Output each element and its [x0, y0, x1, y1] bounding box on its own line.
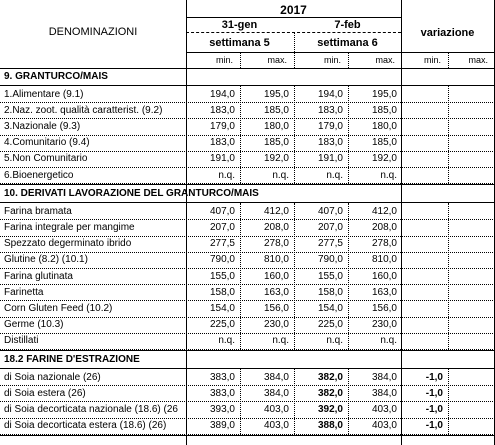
table-cell: 192,0 — [371, 153, 397, 165]
section-title: 18.2 FARINE D'ESTRAZIONE — [4, 354, 140, 365]
table-cell: 790,0 — [317, 254, 343, 266]
row-label: Spezzato degerminato ibrido — [4, 238, 132, 250]
header-denominazioni: DENOMINAZIONI — [48, 26, 138, 38]
table-cell: 158,0 — [317, 286, 343, 298]
table-cell: 154,0 — [317, 302, 343, 314]
table-cell: 163,0 — [371, 286, 397, 298]
table-cell: 384,0 — [371, 371, 397, 383]
row-label: Farinetta — [4, 286, 44, 298]
table-cell: 383,0 — [209, 371, 235, 383]
table-cell: 180,0 — [263, 120, 289, 132]
row-label: 6.Bioenergetico — [4, 169, 74, 181]
row-label: Germe (10.3) — [4, 319, 64, 331]
table-cell: 412,0 — [371, 205, 397, 217]
table-cell: 810,0 — [263, 254, 289, 266]
row-label: Distillati — [4, 335, 39, 347]
table-cell: 195,0 — [263, 88, 289, 100]
table-cell: 158,0 — [209, 286, 235, 298]
row-label: Farina glutinata — [4, 270, 73, 282]
grid-line — [294, 33, 295, 68]
row-label: 1.Alimentare (9.1) — [4, 88, 84, 100]
table-cell: n.q. — [272, 335, 289, 347]
header-max: max. — [375, 55, 395, 65]
grid-line — [294, 369, 295, 434]
table-cell: 179,0 — [209, 120, 235, 132]
row-label: Farina integrale per mangime — [4, 221, 135, 233]
table-cell: 393,0 — [209, 403, 235, 415]
table-cell: 403,0 — [371, 403, 397, 415]
grid-line — [0, 184, 495, 185]
table-cell: -1,0 — [425, 403, 443, 415]
header-variazione: variazione — [420, 27, 475, 39]
table-cell: 180,0 — [371, 120, 397, 132]
table-cell: 388,0 — [317, 420, 343, 432]
table-cell: 155,0 — [317, 270, 343, 282]
table-cell: 156,0 — [263, 302, 289, 314]
table-cell: 403,0 — [371, 420, 397, 432]
table-cell: 384,0 — [263, 371, 289, 383]
table-cell: 278,0 — [371, 238, 397, 250]
grid-line — [294, 86, 295, 183]
table-cell: -1,0 — [425, 420, 443, 432]
header-date-2: 7-feb — [334, 19, 361, 31]
table-cell: n.q. — [218, 335, 235, 347]
table-cell: 403,0 — [263, 420, 289, 432]
table-cell: n.q. — [380, 169, 397, 181]
table-cell: -1,0 — [425, 371, 443, 383]
table-cell: 160,0 — [263, 270, 289, 282]
row-label: di Soia decorticata estera (18.6) (26) — [4, 420, 167, 432]
grid-line — [448, 53, 449, 68]
table-cell: 195,0 — [371, 88, 397, 100]
header-min: min. — [323, 55, 341, 65]
grid-line — [448, 86, 449, 183]
table-cell: 230,0 — [371, 319, 397, 331]
grid-line — [348, 53, 349, 68]
row-label: Glutine (8.2) (10.1) — [4, 254, 88, 266]
header-week-2: settimana 6 — [317, 37, 378, 49]
table-cell: 183,0 — [209, 104, 235, 116]
row-label: 4.Comunitario (9.4) — [4, 137, 90, 149]
table-cell: 384,0 — [263, 387, 289, 399]
table-cell: 277,5 — [317, 238, 343, 250]
row-label: 5.Non Comunitario — [4, 153, 88, 165]
table-cell: 790,0 — [209, 254, 235, 266]
row-label: di Soia decorticata nazionale (18.6) (26 — [4, 403, 178, 415]
header-min: min. — [423, 55, 441, 65]
table-cell: 810,0 — [371, 254, 397, 266]
table-cell: 208,0 — [263, 221, 289, 233]
table-cell: -1,0 — [425, 387, 443, 399]
grid-line — [294, 203, 295, 349]
table-cell: 194,0 — [209, 88, 235, 100]
table-cell: 389,0 — [209, 420, 235, 432]
table-cell: 407,0 — [209, 205, 235, 217]
table-cell: n.q. — [218, 169, 235, 181]
table-cell: 225,0 — [209, 319, 235, 331]
grid-line — [240, 53, 241, 68]
table-cell: 185,0 — [263, 137, 289, 149]
table-cell: 185,0 — [263, 104, 289, 116]
table-cell: 403,0 — [263, 403, 289, 415]
grid-line — [240, 203, 241, 349]
table-cell: 191,0 — [209, 153, 235, 165]
section-title: 9. GRANTURCO/MAIS — [4, 71, 108, 82]
table-cell: 208,0 — [371, 221, 397, 233]
table-cell: 194,0 — [317, 88, 343, 100]
row-label: di Soia estera (26) — [4, 387, 86, 399]
grid-line — [240, 369, 241, 434]
table-cell: 183,0 — [209, 137, 235, 149]
table-cell: 155,0 — [209, 270, 235, 282]
table-cell: 207,0 — [317, 221, 343, 233]
table-cell: 382,0 — [317, 387, 343, 399]
table-cell: n.q. — [380, 335, 397, 347]
table-cell: 277,5 — [209, 238, 235, 250]
table-cell: 384,0 — [371, 387, 397, 399]
table-cell: 382,0 — [317, 371, 343, 383]
table-cell: 163,0 — [263, 286, 289, 298]
table-cell: 383,0 — [209, 387, 235, 399]
grid-line — [348, 86, 349, 183]
grid-line — [348, 203, 349, 349]
grid-line — [0, 435, 495, 436]
grid-line — [240, 86, 241, 183]
table-cell: 225,0 — [317, 319, 343, 331]
table-cell: n.q. — [272, 169, 289, 181]
table-cell: 185,0 — [371, 137, 397, 149]
row-label: di Soia nazionale (26) — [4, 371, 101, 383]
table-cell: 185,0 — [371, 104, 397, 116]
table-cell: 392,0 — [317, 403, 343, 415]
table-cell: 407,0 — [317, 205, 343, 217]
row-label: 3.Nazionale (9.3) — [4, 120, 81, 132]
header-date-1: 31-gen — [221, 19, 258, 31]
table-cell: 191,0 — [317, 153, 343, 165]
table-cell: 412,0 — [263, 205, 289, 217]
table-cell: 156,0 — [371, 302, 397, 314]
table-cell: n.q. — [326, 335, 343, 347]
table-cell: 183,0 — [317, 137, 343, 149]
grid-line — [0, 350, 495, 351]
header-max: max. — [468, 55, 488, 65]
grid-line — [448, 203, 449, 349]
table-cell: 192,0 — [263, 153, 289, 165]
section-title: 10. DERIVATI LAVORAZIONE DEL GRANTURCO/MAIS — [4, 188, 259, 200]
table-cell: n.q. — [326, 169, 343, 181]
grid-line — [448, 369, 449, 434]
row-label: Farina bramata — [4, 205, 72, 217]
table-cell: 183,0 — [317, 104, 343, 116]
table-cell: 154,0 — [209, 302, 235, 314]
header-max: max. — [267, 55, 287, 65]
header-min: min. — [215, 55, 233, 65]
grid-line — [348, 369, 349, 434]
header-week-1: settimana 5 — [209, 37, 270, 49]
row-label: 2.Naz. zoot. qualità caratterist. (9.2) — [4, 104, 163, 116]
table-cell: 207,0 — [209, 221, 235, 233]
table-cell: 278,0 — [263, 238, 289, 250]
row-label: Corn Gluten Feed (10.2) — [4, 302, 113, 314]
table-cell: 160,0 — [371, 270, 397, 282]
table-cell: 179,0 — [317, 120, 343, 132]
table-cell: 230,0 — [263, 319, 289, 331]
header-year: 2017 — [280, 3, 307, 17]
